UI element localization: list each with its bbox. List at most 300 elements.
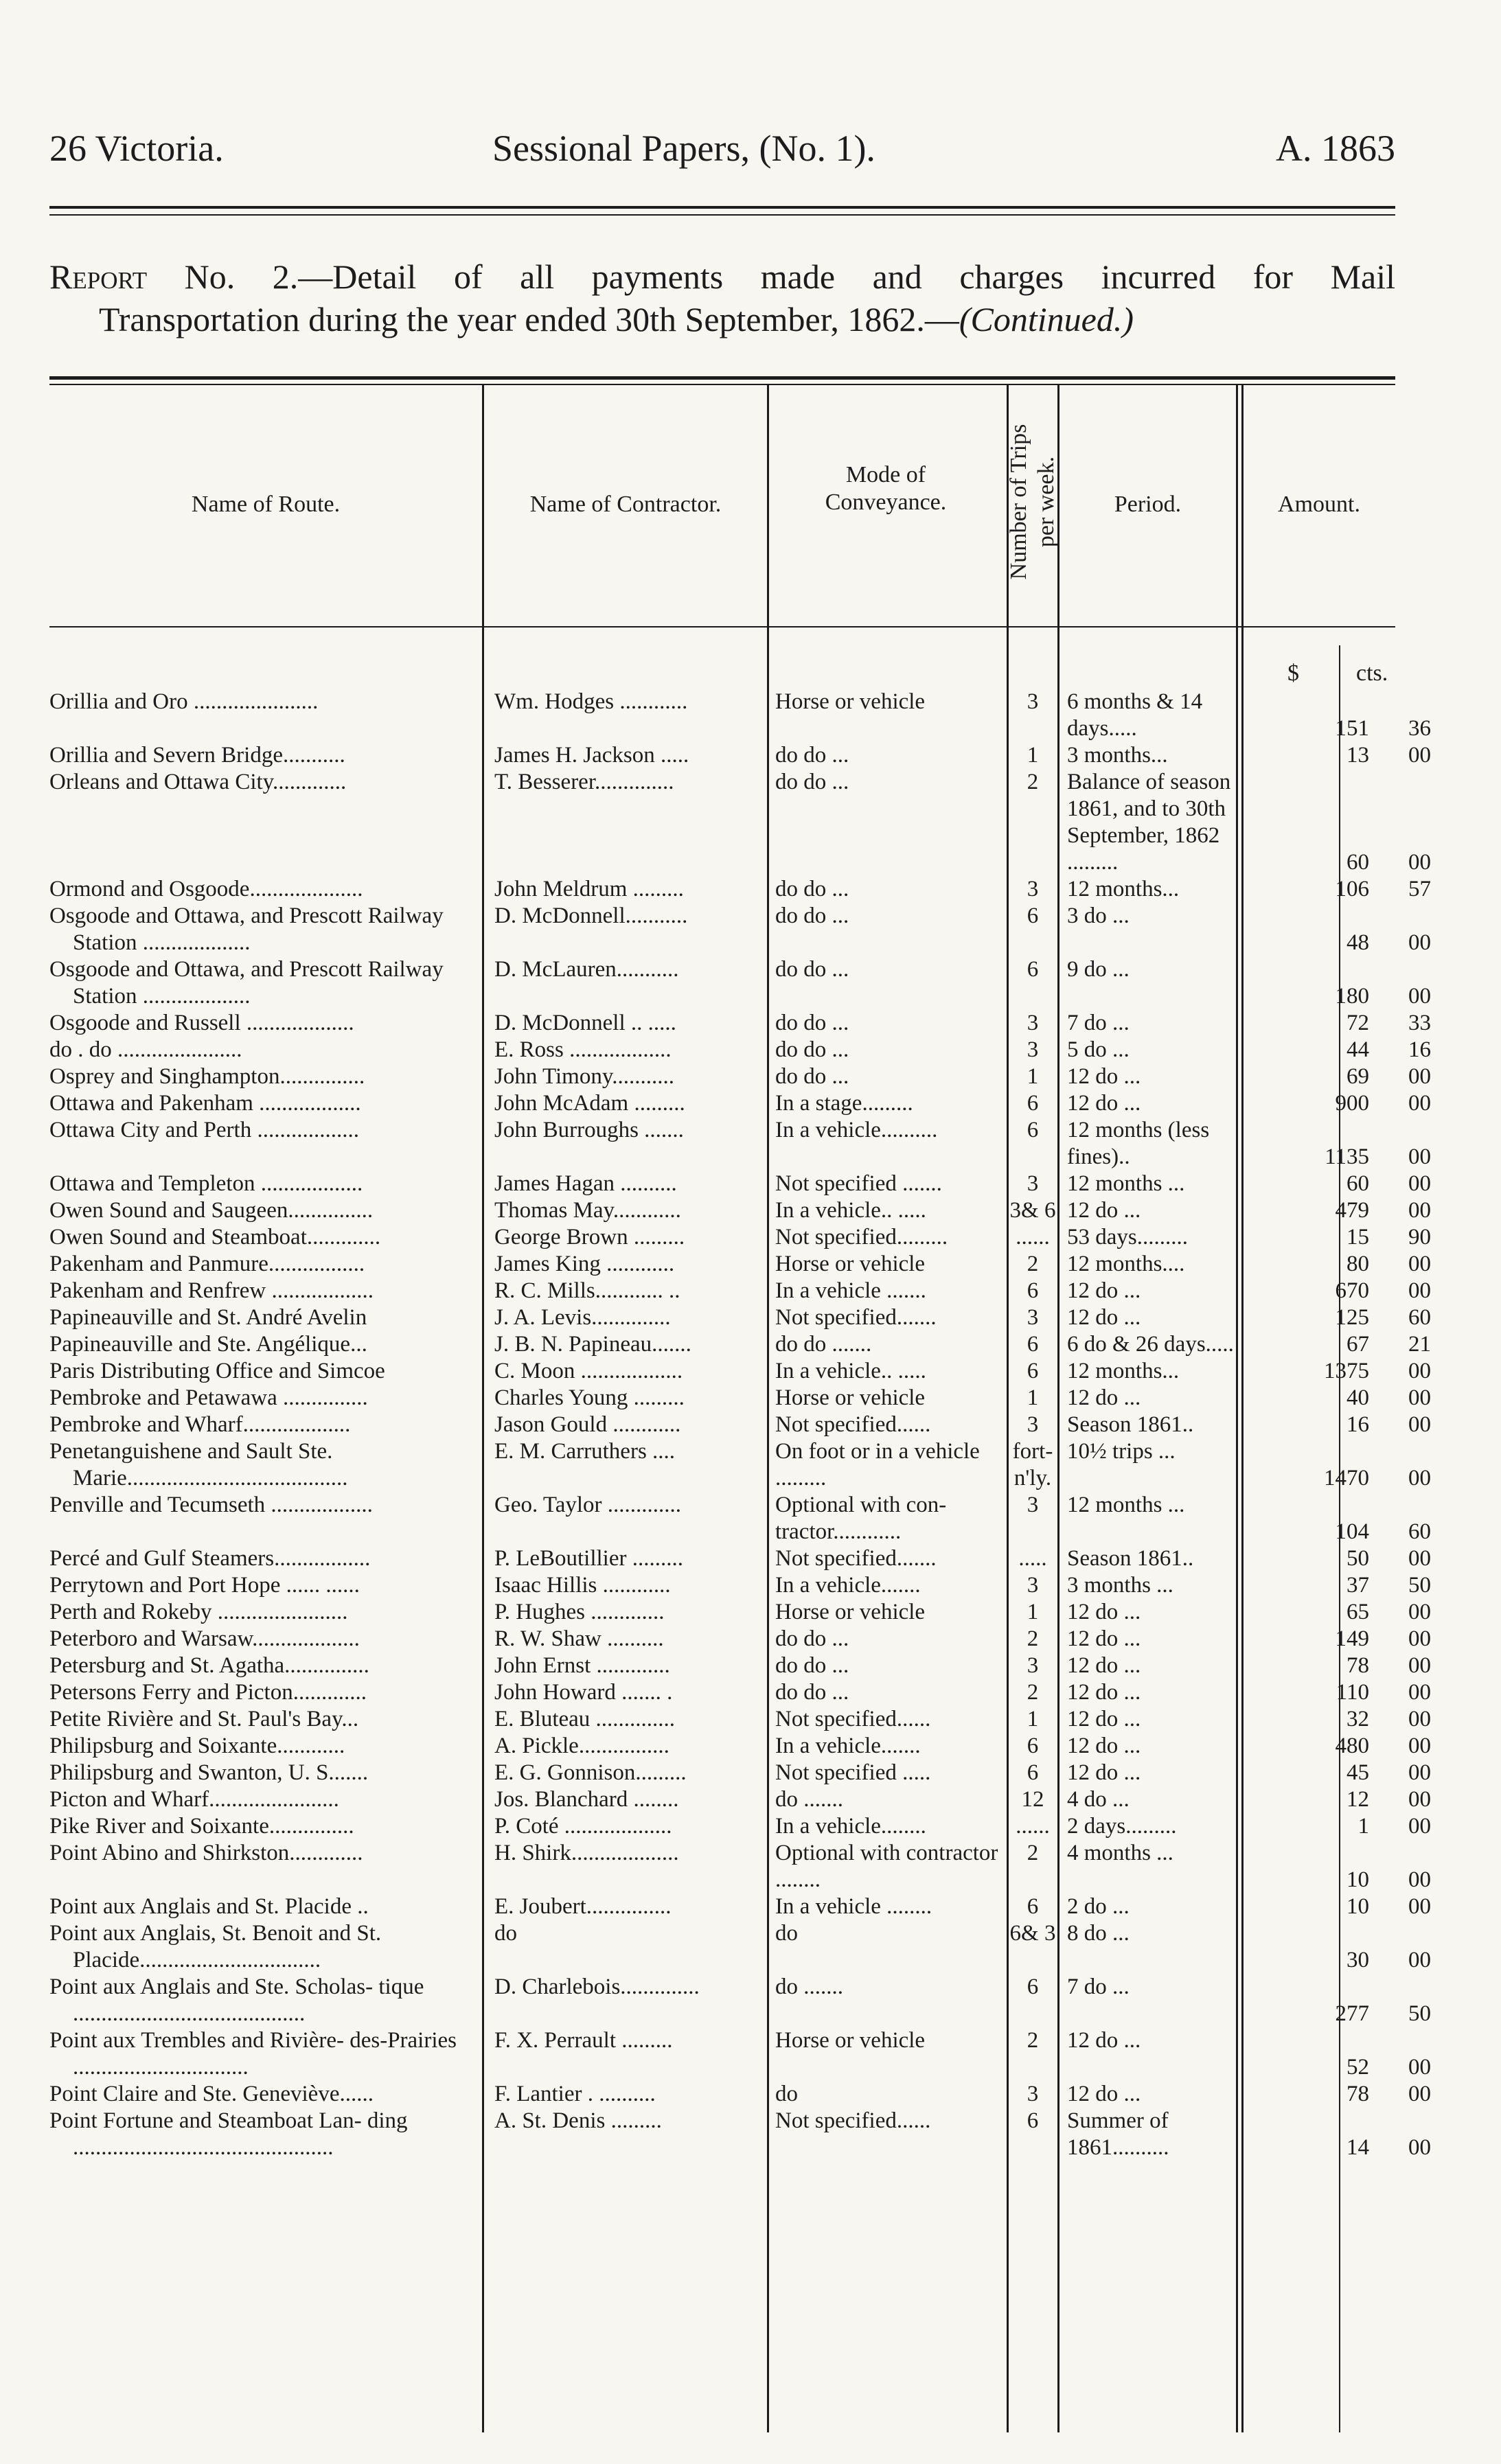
mode-cell: do do ... <box>775 1037 849 1062</box>
period-cell: 12 do ... <box>1067 1305 1141 1330</box>
contractor-cell: George Brown ......... <box>494 1225 685 1250</box>
mode-cell: Not specified...... <box>775 1707 931 1731</box>
amount-dollars-cell: 69 <box>1347 1064 1369 1089</box>
amount-dollars-cell: 900 <box>1335 1091 1369 1116</box>
period-cell: 12 do ... <box>1067 1653 1141 1678</box>
trips-cell: ...... <box>1016 1225 1050 1250</box>
period-cell: 7 do ... <box>1067 1974 1130 1999</box>
mode-cell: Not specified ..... <box>775 1760 931 1785</box>
table-row <box>0 1599 1501 1626</box>
period-cell: 5 do ... <box>1067 1037 1130 1062</box>
trips-cell: 2 <box>1027 1626 1039 1651</box>
amount-dollars-cell: 80 <box>1347 1252 1369 1276</box>
period-cell: 9 do ... <box>1067 957 1130 982</box>
table-row <box>0 1171 1501 1197</box>
amount-cents-cell: 00 <box>1408 1198 1431 1223</box>
contractor-cell: R. W. Shaw .......... <box>494 1626 664 1651</box>
mode-cell: Horse or vehicle <box>775 689 926 714</box>
period-cell: 2 days......... <box>1067 1814 1177 1839</box>
route-cell: Papineauville and St. André Avelin <box>49 1305 367 1330</box>
trips-cell: 6 <box>1027 1118 1039 1142</box>
amount-dollars-cell: 1 <box>1357 1814 1369 1839</box>
trips-cell: 6 <box>1027 1091 1039 1116</box>
table-row <box>0 1706 1501 1733</box>
trips-cell: 6 <box>1027 1278 1039 1303</box>
trips-cell: ..... <box>1018 1546 1047 1571</box>
period-cell: 12 do ... <box>1067 1760 1141 1785</box>
route-cell: Owen Sound and Steamboat............. <box>49 1225 381 1250</box>
mode-cell: Horse or vehicle <box>775 1252 926 1276</box>
report-label: Report <box>49 257 148 296</box>
period-cell: 2 do ... <box>1067 1894 1130 1919</box>
mode-cell: do <box>775 2082 798 2106</box>
table-row <box>0 1626 1501 1653</box>
route-cell: Point Claire and Ste. Geneviève...... <box>49 2082 374 2106</box>
trips-cell: 3 <box>1027 1011 1039 1035</box>
route-cell: Ottawa City and Perth .................. <box>49 1118 359 1142</box>
route-cell: Osprey and Singhampton............... <box>49 1064 365 1089</box>
title-continued: (Continued.) <box>959 300 1134 338</box>
mode-cell: Not specified....... <box>775 1305 937 1330</box>
table-row <box>0 1545 1501 1572</box>
mode-cell: do do ... <box>775 1626 849 1651</box>
period-cell: 3 months... <box>1067 743 1168 768</box>
table-row <box>0 1090 1501 1117</box>
mode-cell: do do ... <box>775 1653 849 1678</box>
trips-cell: fort- n'ly. <box>1012 1439 1053 1490</box>
table-row <box>0 1492 1501 1545</box>
contractor-cell: James Hagan .......... <box>494 1171 677 1196</box>
contractor-cell: James H. Jackson ..... <box>494 743 689 768</box>
amount-dollars-cell: 52 <box>1347 2055 1369 2080</box>
amount-cents-cell: 50 <box>1408 1573 1431 1598</box>
table-row <box>0 1920 1501 1974</box>
route-cell: Osgoode and Ottawa, and Prescott Railway Station ................... <box>49 957 444 1009</box>
route-cell: Papineauville and Ste. Angélique... <box>49 1332 367 1357</box>
amount-dollars-cell: 1135 <box>1325 1144 1369 1169</box>
report-title <box>49 255 1395 341</box>
amount-cents-cell: 00 <box>1408 1707 1431 1731</box>
mode-cell: Horse or vehicle <box>775 1385 926 1410</box>
amount-cents-cell: 00 <box>1408 2055 1431 2080</box>
amount-dollars-cell: 10 <box>1347 1894 1369 1919</box>
amount-cents-cell: 90 <box>1408 1225 1431 1250</box>
table-row <box>0 742 1501 769</box>
column-header-trips-text: Number of Trips per week. <box>1006 424 1059 580</box>
period-cell: 12 do ... <box>1067 1385 1141 1410</box>
route-cell: Owen Sound and Saugeen............... <box>49 1198 374 1223</box>
trips-cell: 6 <box>1027 1760 1039 1785</box>
table-row <box>0 1733 1501 1760</box>
amount-dollars-cell: 65 <box>1347 1600 1369 1624</box>
trips-cell: 3 <box>1027 1573 1039 1598</box>
mode-cell: In a vehicle.. ..... <box>775 1198 926 1223</box>
route-cell: Petersons Ferry and Picton............. <box>49 1680 367 1705</box>
mode-cell: In a vehicle ........ <box>775 1894 932 1919</box>
column-header-route: Name of Route. <box>191 492 341 517</box>
trips-cell: 2 <box>1027 1252 1039 1276</box>
table-row <box>0 1278 1501 1304</box>
mode-cell: In a vehicle.......... <box>775 1118 938 1142</box>
table-row <box>0 2081 1501 2108</box>
dollar-sign: $ <box>1287 660 1299 686</box>
amount-cents-cell: 00 <box>1408 1359 1431 1383</box>
period-cell: 12 months ... <box>1067 1171 1185 1196</box>
trips-cell: 3 <box>1027 1412 1039 1437</box>
amount-dollars-cell: 12 <box>1347 1787 1369 1812</box>
route-cell: Pike River and Soixante............... <box>49 1814 354 1839</box>
amount-cents-cell: 00 <box>1408 1760 1431 1785</box>
route-cell: Point aux Anglais, St. Benoit and St. Placide................................ <box>49 1921 382 1972</box>
period-cell: 12 do ... <box>1067 1600 1141 1624</box>
amount-cents-cell: 00 <box>1408 1894 1431 1919</box>
route-cell: Perth and Rokeby ....................... <box>49 1600 348 1624</box>
mode-cell: do do ... <box>775 903 849 928</box>
route-cell: Pakenham and Renfrew .................. <box>49 1278 374 1303</box>
amount-dollars-cell: 106 <box>1335 877 1369 901</box>
period-cell: 12 do ... <box>1067 2028 1141 2053</box>
contractor-cell: J. B. N. Papineau....... <box>494 1332 691 1357</box>
amount-dollars-cell: 670 <box>1335 1278 1369 1303</box>
amount-cents-cell: 00 <box>1408 1680 1431 1705</box>
mode-cell: Not specified...... <box>775 2108 931 2133</box>
period-cell: Summer of 1861.......... <box>1067 2108 1169 2160</box>
column-header-mode: Mode of Conveyance. <box>825 462 947 515</box>
contractor-cell: Charles Young ......... <box>494 1385 685 1410</box>
amount-cents-cell: 16 <box>1408 1037 1431 1062</box>
header-publication: Sessional Papers, (No. 1). <box>492 128 875 169</box>
table-row <box>0 1653 1501 1679</box>
period-cell: 12 do ... <box>1067 1626 1141 1651</box>
period-cell: 8 do ... <box>1067 1921 1130 1946</box>
mode-cell: Optional with contractor ........ <box>775 1841 998 1892</box>
amount-cents-cell: 60 <box>1408 1305 1431 1330</box>
amount-dollars-cell: 78 <box>1347 2082 1369 2106</box>
route-cell: Picton and Wharf....................... <box>49 1787 339 1812</box>
column-header-period: Period. <box>1114 492 1182 517</box>
amount-dollars-cell: 48 <box>1347 930 1369 955</box>
trips-cell: 3& 6 <box>1009 1198 1056 1223</box>
contractor-cell: Thomas May............ <box>494 1198 681 1223</box>
table-row <box>0 1412 1501 1438</box>
mode-cell: On foot or in a vehicle ......... <box>775 1439 980 1490</box>
period-cell: 12 do ... <box>1067 2082 1141 2106</box>
trips-cell: 3 <box>1027 1037 1039 1062</box>
period-cell: 12 do ... <box>1067 1064 1141 1089</box>
contractor-cell: John Burroughs ....... <box>494 1118 684 1142</box>
table-row <box>0 1679 1501 1706</box>
mode-cell: do <box>775 1921 798 1946</box>
period-cell: 12 months... <box>1067 1359 1180 1383</box>
period-cell: 10½ trips ... <box>1067 1439 1176 1464</box>
table-row <box>0 1974 1501 2027</box>
trips-cell: 3 <box>1027 1493 1039 1517</box>
period-cell: 12 months (less fines).. <box>1067 1118 1210 1169</box>
mode-cell: do do ....... <box>775 1332 872 1357</box>
amount-cents-cell: 00 <box>1408 1814 1431 1839</box>
route-cell: Pembroke and Petawawa ............... <box>49 1385 368 1410</box>
mode-cell: do ....... <box>775 1787 843 1812</box>
table-header-rule <box>49 626 1395 627</box>
table-top-rule-thin <box>49 384 1395 385</box>
amount-cents-cell: 00 <box>1408 1600 1431 1624</box>
amount-cents-cell: 36 <box>1408 716 1431 741</box>
route-cell: Point aux Trembles and Rivière- des-Prairies ............................... <box>49 2028 457 2080</box>
contractor-cell: E. Joubert............... <box>494 1894 672 1919</box>
mode-cell: Optional with con- tractor............ <box>775 1493 947 1544</box>
table-row <box>0 1786 1501 1813</box>
contractor-cell: John Timony........... <box>494 1064 674 1089</box>
contractor-cell: John McAdam ......... <box>494 1091 685 1116</box>
trips-cell: ...... <box>1016 1814 1050 1839</box>
table-row <box>0 1010 1501 1037</box>
amount-dollars-cell: 480 <box>1335 1734 1369 1758</box>
contractor-cell: Geo. Taylor ............. <box>494 1493 682 1517</box>
table-top-rule <box>49 376 1395 380</box>
table-row <box>0 1572 1501 1599</box>
period-cell: 7 do ... <box>1067 1011 1130 1035</box>
period-cell: 12 months ... <box>1067 1493 1185 1517</box>
contractor-cell: D. McLauren........... <box>494 957 679 982</box>
trips-cell: 6 <box>1027 1359 1039 1383</box>
trips-cell: 1 <box>1027 1385 1039 1410</box>
mode-cell: do do ... <box>775 877 849 901</box>
amount-dollars-cell: 40 <box>1347 1385 1369 1410</box>
route-cell: Paris Distributing Office and Simcoe <box>49 1359 385 1383</box>
mode-cell: In a vehicle....... <box>775 1573 921 1598</box>
title-line-2-text: Transportation during the year ended 30th September, 1862.— <box>99 300 959 338</box>
route-cell: Point Abino and Shirkston............. <box>49 1841 363 1865</box>
header-rule-bottom <box>49 214 1395 216</box>
route-cell: Point aux Anglais and St. Placide .. <box>49 1894 369 1919</box>
title-line-1-text: No. 2.—Detail of all payments made and charges incurred for Mail <box>184 257 1395 296</box>
route-cell: Point aux Anglais and Ste. Scholas- tique ......................................... <box>49 1974 424 2026</box>
amount-dollars-cell: 60 <box>1347 1171 1369 1196</box>
mode-cell: do do ... <box>775 1064 849 1089</box>
contractor-cell: D. Charlebois.............. <box>494 1974 700 1999</box>
contractor-cell: D. McDonnell........... <box>494 903 688 928</box>
contractor-cell: Jason Gould ............ <box>494 1412 681 1437</box>
column-header-amount: Amount. <box>1278 492 1360 517</box>
amount-cents-cell: 00 <box>1408 1787 1431 1812</box>
amount-cents-cell: 00 <box>1408 2135 1431 2160</box>
header-rule-top <box>49 206 1395 209</box>
amount-dollars-cell: 15 <box>1347 1225 1369 1250</box>
contractor-cell: John Ernst ............. <box>494 1653 670 1678</box>
amount-cents-cell: 33 <box>1408 1011 1431 1035</box>
contractor-cell: D. McDonnell .. ..... <box>494 1011 676 1035</box>
period-cell: 12 months... <box>1067 877 1180 901</box>
mode-cell: do do ... <box>775 1680 849 1705</box>
route-cell: Ormond and Osgoode.................... <box>49 877 363 901</box>
mode-cell: do do ... <box>775 770 849 794</box>
contractor-cell: P. LeBoutillier ......... <box>494 1546 683 1571</box>
amount-cents-cell: 00 <box>1408 743 1431 768</box>
title-line-1 <box>49 255 1395 298</box>
trips-cell: 2 <box>1027 2028 1039 2053</box>
amount-dollars-cell: 277 <box>1335 2001 1369 2026</box>
amount-cents-cell: 00 <box>1408 1734 1431 1758</box>
mode-cell: In a vehicle........ <box>775 1814 926 1839</box>
period-cell: 12 do ... <box>1067 1680 1141 1705</box>
amount-cents-cell: 00 <box>1408 1278 1431 1303</box>
cents-label: cts. <box>1356 660 1388 686</box>
trips-cell: 12 <box>1021 1787 1044 1812</box>
period-cell: 12 do ... <box>1067 1734 1141 1758</box>
title-line-2 <box>49 298 1395 341</box>
trips-cell: 3 <box>1027 1653 1039 1678</box>
mode-cell: Not specified....... <box>775 1546 937 1571</box>
contractor-cell: P. Coté ................... <box>494 1814 672 1839</box>
route-cell: Ottawa and Templeton .................. <box>49 1171 363 1196</box>
table-row <box>0 1760 1501 1786</box>
amount-cents-cell: 00 <box>1408 1546 1431 1571</box>
mode-cell: Not specified ....... <box>775 1171 942 1196</box>
mode-cell: In a vehicle.. ..... <box>775 1359 926 1383</box>
route-cell: Philipsburg and Soixante............ <box>49 1734 345 1758</box>
amount-cents-cell: 00 <box>1408 1626 1431 1651</box>
amount-dollars-cell: 45 <box>1347 1760 1369 1785</box>
route-cell: Pakenham and Panmure................. <box>49 1252 365 1276</box>
amount-dollars-cell: 479 <box>1335 1198 1369 1223</box>
mode-cell: Horse or vehicle <box>775 2028 926 2053</box>
table-row <box>0 1197 1501 1224</box>
page-header <box>49 127 1395 182</box>
mode-cell: Not specified...... <box>775 1412 931 1437</box>
route-cell: Philipsburg and Swanton, U. S....... <box>49 1760 369 1785</box>
table-row <box>0 1813 1501 1840</box>
table-row <box>0 1117 1501 1171</box>
route-cell: Petite Rivière and St. Paul's Bay... <box>49 1707 359 1731</box>
trips-cell: 6 <box>1027 957 1039 982</box>
amount-cents-cell: 00 <box>1408 1064 1431 1089</box>
amount-dollars-cell: 37 <box>1347 1573 1369 1598</box>
amount-dollars-cell: 110 <box>1336 1680 1369 1705</box>
route-cell: Peterboro and Warsaw................... <box>49 1626 360 1651</box>
amount-cents-cell: 00 <box>1408 1385 1431 1410</box>
amount-cents-cell: 00 <box>1408 984 1431 1009</box>
amount-dollars-cell: 1375 <box>1324 1359 1369 1383</box>
period-cell: 3 do ... <box>1067 903 1130 928</box>
route-cell: Pembroke and Wharf................... <box>49 1412 351 1437</box>
amount-dollars-cell: 151 <box>1335 716 1369 741</box>
amount-dollars-cell: 30 <box>1347 1948 1369 1972</box>
period-cell: 12 do ... <box>1067 1091 1141 1116</box>
amount-cents-cell: 00 <box>1408 1171 1431 1196</box>
table-row <box>0 903 1501 956</box>
trips-cell: 6 <box>1027 903 1039 928</box>
amount-dollars-cell: 44 <box>1347 1037 1369 1062</box>
trips-cell: 1 <box>1027 1064 1039 1089</box>
route-cell: Osgoode and Ottawa, and Prescott Railway Station ................... <box>49 903 444 955</box>
amount-cents-cell: 00 <box>1408 1144 1431 1169</box>
mode-cell: Not specified......... <box>775 1225 948 1250</box>
trips-cell: 6 <box>1027 1734 1039 1758</box>
mode-cell: Horse or vehicle <box>775 1600 926 1624</box>
trips-cell: 2 <box>1027 1841 1039 1865</box>
trips-cell: 6 <box>1027 1894 1039 1919</box>
mode-cell: do ....... <box>775 1974 843 1999</box>
amount-cents-cell: 00 <box>1408 2082 1431 2106</box>
table-row <box>0 1438 1501 1492</box>
route-cell: Orleans and Ottawa City............. <box>49 770 347 794</box>
amount-dollars-cell: 149 <box>1335 1626 1369 1651</box>
route-cell: do . do ...................... <box>49 1037 242 1062</box>
trips-cell: 3 <box>1027 2082 1039 2106</box>
table-row <box>0 2108 1501 2161</box>
period-cell: 12 do ... <box>1067 1707 1141 1731</box>
mode-cell: do do ... <box>775 957 849 982</box>
amount-dollars-cell: 78 <box>1347 1653 1369 1678</box>
period-cell: 12 months.... <box>1067 1252 1185 1276</box>
contractor-cell: J. A. Levis.............. <box>494 1305 671 1330</box>
amount-dollars-cell: 67 <box>1347 1332 1369 1357</box>
amount-dollars-cell: 10 <box>1347 1867 1369 1892</box>
trips-cell: 2 <box>1027 1680 1039 1705</box>
amount-cents-cell: 00 <box>1408 1091 1431 1116</box>
trips-cell: 1 <box>1027 1707 1039 1731</box>
table-row <box>0 1224 1501 1251</box>
trips-cell: 3 <box>1027 1305 1039 1330</box>
table-row <box>0 956 1501 1010</box>
period-cell: 4 do ... <box>1067 1787 1130 1812</box>
trips-cell: 3 <box>1027 877 1039 901</box>
contractor-cell: A. St. Denis ......... <box>494 2108 662 2133</box>
route-cell: Point Fortune and Steamboat Lan- ding .............................................. <box>49 2108 408 2160</box>
table-row <box>0 2027 1501 2081</box>
contractor-cell: F. X. Perrault ......... <box>494 2028 673 2053</box>
route-cell: Perrytown and Port Hope ...... ...... <box>49 1573 360 1598</box>
amount-cents-cell: 60 <box>1408 1519 1431 1544</box>
table-row <box>0 1893 1501 1920</box>
table-row <box>0 1385 1501 1412</box>
mode-cell: do do ... <box>775 1011 849 1035</box>
trips-cell: 3 <box>1027 1171 1039 1196</box>
period-cell: 12 do ... <box>1067 1278 1141 1303</box>
amount-dollars-cell: 1470 <box>1324 1466 1369 1490</box>
contractor-cell: John Meldrum ......... <box>494 877 684 901</box>
amount-cents-cell: 00 <box>1408 1466 1431 1490</box>
amount-dollars-cell: 72 <box>1347 1011 1369 1035</box>
amount-cents-cell: 50 <box>1408 2001 1431 2026</box>
amount-dollars-cell: 180 <box>1335 984 1369 1009</box>
trips-cell: 6& 3 <box>1009 1921 1056 1946</box>
amount-cents-cell: 21 <box>1408 1332 1431 1357</box>
table-row <box>0 1037 1501 1063</box>
table-row <box>0 1840 1501 1893</box>
period-cell: 12 do ... <box>1067 1198 1141 1223</box>
period-cell: 6 months & 14 days..... <box>1067 689 1203 741</box>
header-session: 26 Victoria. <box>49 128 224 169</box>
table-row <box>0 1251 1501 1278</box>
contractor-cell: A. Pickle................ <box>494 1734 669 1758</box>
mode-cell: In a vehicle....... <box>775 1734 921 1758</box>
contractor-cell: E. Bluteau .............. <box>494 1707 676 1731</box>
trips-cell: 6 <box>1027 1332 1039 1357</box>
amount-dollars-cell: 125 <box>1335 1305 1369 1330</box>
amount-dollars-cell: 14 <box>1347 2135 1369 2160</box>
amount-cents-cell: 00 <box>1408 1948 1431 1972</box>
contractor-cell: T. Besserer.............. <box>494 770 674 794</box>
mode-cell: do do ... <box>775 743 849 768</box>
contractor-cell: R. C. Mills............ .. <box>494 1278 680 1303</box>
contractor-cell: James King ............ <box>494 1252 675 1276</box>
amount-cents-cell: 00 <box>1408 1653 1431 1678</box>
table-row <box>0 1304 1501 1331</box>
route-cell: Osgoode and Russell ................... <box>49 1011 354 1035</box>
table-row <box>0 689 1501 742</box>
table-row <box>0 769 1501 876</box>
